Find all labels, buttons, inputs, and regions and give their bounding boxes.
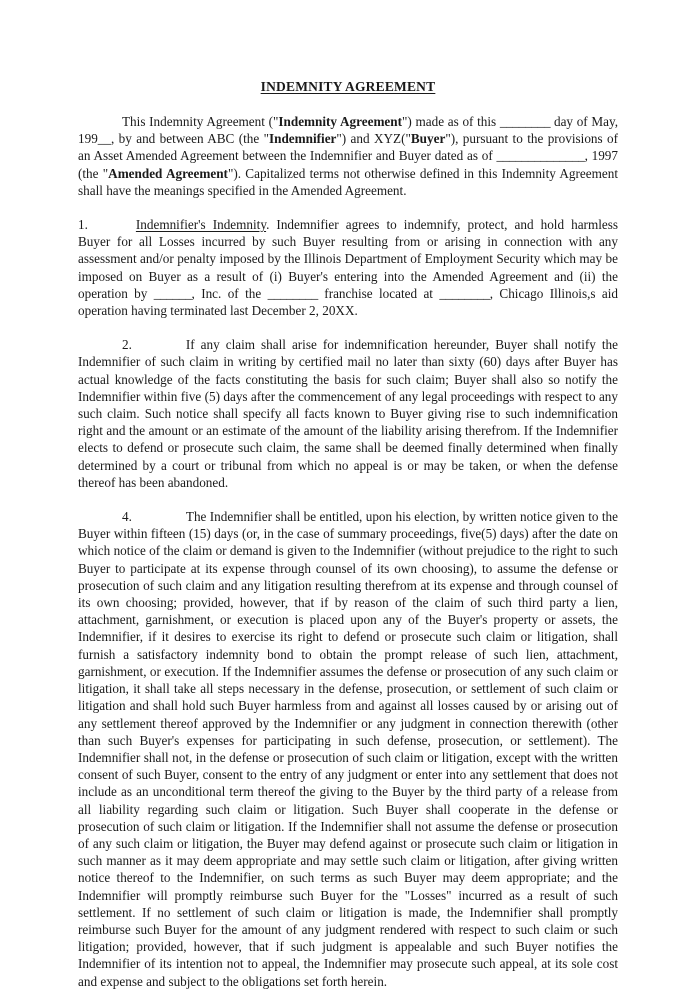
section-2-text: If any claim shall arise for indemnification hereunder, Buyer shall notify the Indemnifier of such claim in writing by certified mail no later than sixty (60) days after Buyer has actual knowledge of the facts constituting the basis for such claim; Buyer shall also so notify the Indemnifier within five (5) days after the commencement of any legal proceedings with respect to any such claim. Such notice shall specify all facts known to Buyer giving rise to such indemnification right and the amount or an estimate of the amount of the liability arising therefrom. If the Indemnifier elects to defend or prosecute such claim, the same shall be deemed finally determined when finally determined by a court or tribunal from which no appeal is or may be taken, or when the defense thereof has been abandoned. <box>78 337 618 490</box>
recital-text-7: "). Capitalized terms not otherwise defined in this Indemnity Agreement shall have the meanings specified in the Amended Agreement. <box>78 165 618 198</box>
blank-fill-location: ________ <box>439 285 490 301</box>
section-1-text-4: , Chicago Illinois,s aid operation having terminated last December 2, 20XX. <box>78 285 619 319</box>
section-1-paragraph <box>78 216 618 319</box>
recital-text-3: day of May, 199__, by and between ABC (the " <box>78 114 619 147</box>
section-1-text-2: , Inc. of the <box>191 285 268 301</box>
recital-paragraph <box>78 113 618 199</box>
defined-term-indemnity-agreement: Indemnity Agreement <box>278 114 403 129</box>
section-2-paragraph <box>78 336 618 491</box>
defined-term-buyer: Buyer <box>410 131 446 147</box>
recital-text-5: "), pursuant to the provisions of an Asset Amended Agreement between the Indemnifier and Buyer dated as of <box>78 131 619 164</box>
defined-term-amended-agreement: Amended Agreement <box>108 165 228 181</box>
blank-fill-franchise: ________ <box>267 285 318 301</box>
recital-text-2: ") made as of this <box>402 114 500 129</box>
section-1-text-3: franchise located at <box>317 285 440 301</box>
blank-fill-operator: ______ <box>153 285 192 301</box>
section-4-text: The Indemnifier shall be entitled, upon his election, by written notice given to the Buyer within fifteen (15) days (or, in the case of summary proceedings, five(5) days) after the date on which notice of the claim or demand is given to the Indemnifier (without prejudice to the right to such Buyer to participate at its expense through counsel of its own choosing), to assume the defense or prosecution of such claim and any litigation resulting therefrom at its expense and through counsel of its own choosing; provided, however, that if by reason of the claim of such third party a lien, attachment, garnishment, or execution is placed upon any of the Buyer's property or assets, the Indemnifier, if it desires to exercise its right to defend or prosecute such claim or litigation, shall furnish a satisfactory indemnity bond to obtain the prompt release of such lien, attachment, garnishment, or execution. If the Indemnifier assumes the defense or prosecution of any such claim or litigation, it shall take all steps necessary in the defense, prosecution, or settlement of such claim or litigation and shall hold such Buyer harmless from and against all losses caused by or arising out of any settlement thereof approved by the Indemnifier or any judgment in connection therewith (other than such Buyer's expenses for participating in such defense, prosecution, or settlement). The Indemnifier shall not, in the defense or prosecution of such claim or litigation, except with the written consent of such Buyer, consent to the entry of any judgment or enter into any settlement that does not include as an unconditional term thereof the giving to the Buyer by the third party of a release from all liability regarding such claim or litigation. Such Buyer shall cooperate in the defense or prosecution of such claim or litigation. If the Indemnifier shall not assume the defense or prosecution of any such claim or litigation, the Buyer may defend against or prosecute such claim or litigation in such manner as it may deem appropriate and may settle such claim or litigation, after giving written notice thereof to the Indemnifier, on such terms as such Buyer may deem appropriate; and the Indemnifier will promptly reimburse such Buyer for the "Losses" incurred as a result of such settlement. If no settlement of such claim or litigation is made, the Indemnifier shall promptly reimburse such Buyer for the amount of any judgment rendered with respect to such claim or such litigation; provided, however, that if such judgment is appealable and such Buyer notifies the Indemnifier of its intention not to appeal, the Indemnifier may prosecute such appeal, at its sole cost and expense and subject to the obligations set forth herein. <box>78 509 618 989</box>
section-4-paragraph <box>78 508 618 990</box>
page-title: INDEMNITY AGREEMENT <box>260 79 436 94</box>
defined-term-indemnifier: Indemnifier <box>269 131 337 147</box>
section-1-text-1: . Indemnifier agrees to indemnify, protect, and hold harmless Buyer for all Losses incurred by such Buyer resulting from or arising in connection with any assessment and/or penalty imposed by the Illinois Department of Employment Security which may be imposed on Buyer as a result of (i) Buyer's entering into the Amended Agreement and (ii) the operation by <box>78 217 618 301</box>
section-2-number: 2. <box>122 337 132 353</box>
section-1-heading: Indemnifier's Indemnity <box>135 217 267 233</box>
blank-fill-date: ______________ <box>496 148 585 164</box>
blank-fill-day: ________ <box>499 114 551 129</box>
recital-text-6: , 1997 (the " <box>78 148 618 181</box>
recital-text-1: This Indemnity Agreement (" <box>122 114 279 129</box>
section-4-number: 4. <box>122 509 132 525</box>
recital-text-4: ") and XYZ(" <box>336 131 411 147</box>
section-1-number: 1. <box>78 217 88 233</box>
